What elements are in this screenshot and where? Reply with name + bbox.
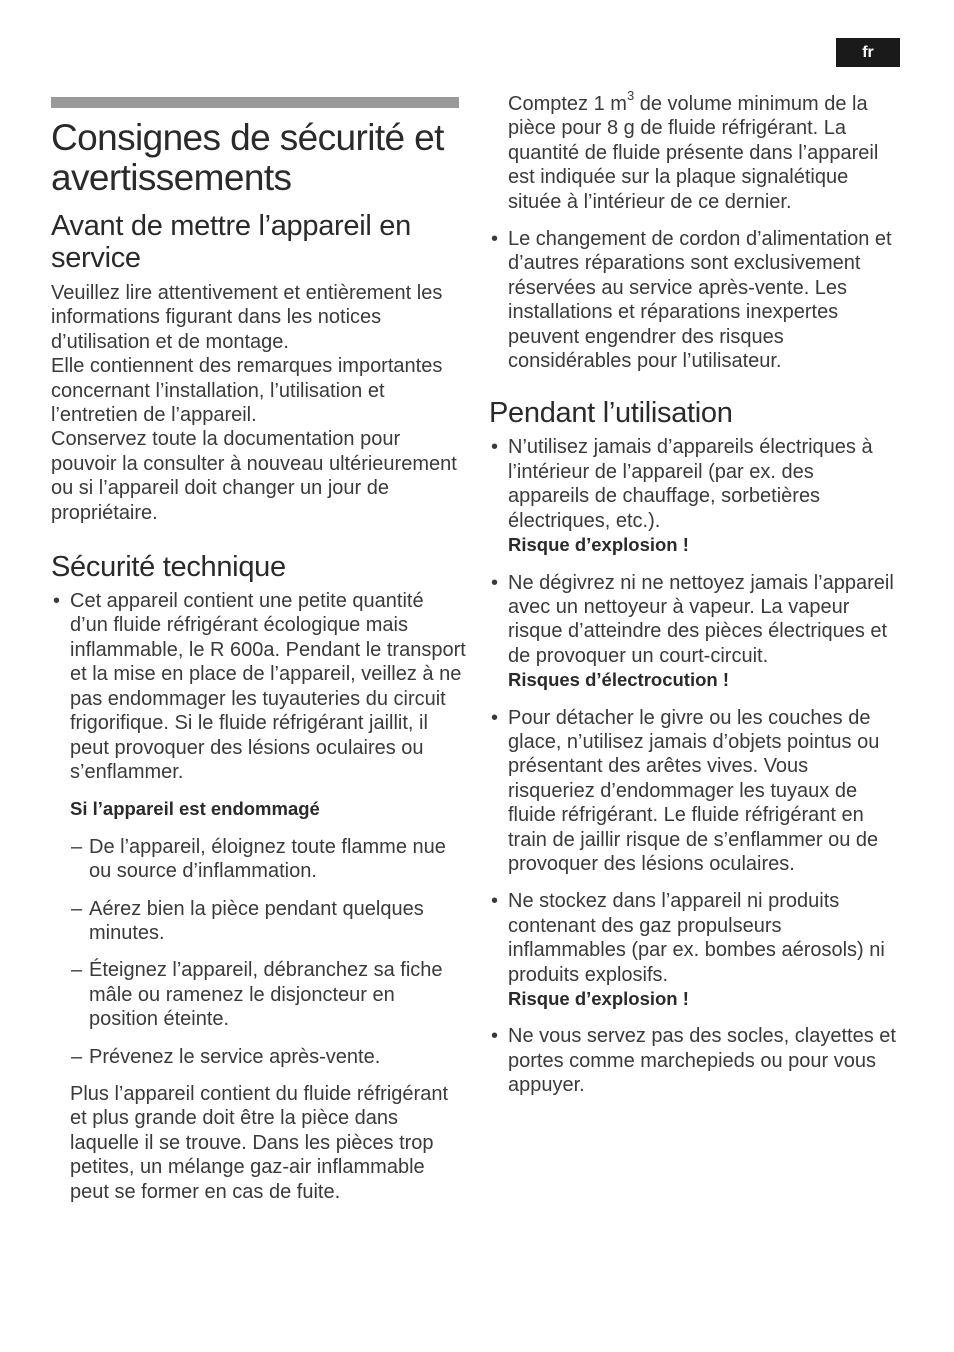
section-rule: [51, 97, 459, 108]
during-use-item-text: • N’utilisez jamais d’appareils électriques à l’intérieur de l’appareil (par ex. des appareils de chauffage, sorbetières électriques, etc.).: [508, 436, 873, 532]
during-use-item-2: [489, 571, 899, 693]
damaged-step-4: – Prévenez le service après-vente.: [51, 1045, 466, 1069]
before-use-text-2: Elle contiennent des remarques importantes concernant l’installation, l’utilisation et l’entretien de l’appareil.: [51, 355, 443, 427]
during-use-item-warning: Risques d’électrocution !: [508, 669, 730, 691]
before-use-text-1: Veuillez lire attentivement et entièrement les informations figurant dans les notices d’utilisation et de montage.: [51, 282, 443, 353]
damaged-step-3: – Éteignez l’appareil, débranchez sa fiche mâle ou ramenez le disjoncteur en position éteinte.: [51, 958, 466, 1031]
during-use-item-3: [489, 706, 899, 877]
during-use-heading: Pendant l’utilisation: [489, 397, 733, 430]
technical-safety-bullet-2: • Le changement de cordon d’alimentation et d’autres réparations sont exclusivement réservées au service après-vente. Les installations et réparations inexpertes peuvent engendrer des risques considérables pour l’utilisateur.: [489, 227, 899, 373]
left-column: [51, 118, 466, 1204]
before-use-heading: Avant de mettre l’appareil en service: [51, 210, 411, 274]
room-size-text: Plus l’appareil contient du fluide réfrigérant et plus grande doit être la pièce dans laquelle il se trouve. Dans les pièces trop petites, un mélange gaz-air inflammable peut se former en cas de fuite.: [70, 1082, 448, 1203]
during-use-item-text: • Pour détacher le givre ou les couches de glace, n’utilisez jamais d’objets pointus ou présentant des arêtes vives. Vous risqueriez d’endommager les tuyaux de fluide réfrigérant. Le fluide réfrigérant en train de jaillir risque de s’enflammer ou de provoquer des lésions oculaires.: [508, 706, 880, 875]
technical-safety-bullet-1: • Cet appareil contient une petite quantité d’un fluide réfrigérant écologique mais inflammable, le R 600a. Pendant le transport et la mise en place de l’appareil, veillez à ne pas endommager les tuyauteries du circuit frigorifique. Si le fluide réfrigérant jaillit, il peut provoquer des lésions oculaires ou s’enflammer.: [51, 589, 466, 784]
room-volume-rest: de volume minimum de la pièce pour 8 g de fluide réfrigérant. La quantité de fluide présente dans l’appareil est indiquée sur la plaque signalétique située à l’intérieur de ce dernier.: [508, 93, 879, 213]
during-use-item-text: • Ne dégivrez ni ne nettoyez jamais l’appareil avec un nettoyeur à vapeur. La vapeur risque d’atteindre des pièces électriques et de provoquer un court-circuit.: [508, 571, 894, 667]
language-badge: fr: [836, 38, 900, 67]
room-volume-prefix: Comptez 1 m: [508, 93, 627, 115]
damaged-subheading: Si l’appareil est endommagé: [70, 798, 320, 820]
during-use-item-text: • Ne stockez dans l’appareil ni produits contenant des gaz propulseurs inflammables (par ex. bombes aérosols) ni produits explosifs.: [508, 890, 885, 986]
during-use-item-warning: Risque d’explosion !: [508, 988, 689, 1009]
room-volume-superscript: 3: [626, 88, 635, 104]
technical-safety-heading: Sécurité technique: [51, 551, 286, 584]
during-use-item-4: [489, 889, 899, 1011]
during-use-item-warning: Risque d’explosion !: [508, 534, 689, 556]
page-title: Consignes de sécurité et avertissements: [51, 117, 444, 198]
damaged-step-2: – Aérez bien la pièce pendant quelques minutes.: [51, 897, 466, 946]
right-column: [489, 88, 899, 1098]
before-use-text-3: Conservez toute la documentation pour pouvoir la consulter à nouveau ultérieurement ou si l’appareil doit changer un jour de propriétaire.: [51, 428, 457, 524]
damaged-step-1: – De l’appareil, éloignez toute flamme nue ou source d’inflammation.: [51, 835, 466, 884]
room-volume-text: [489, 88, 899, 214]
during-use-item-text: • Ne vous servez pas des socles, clayettes et portes comme marchepieds ou pour vous appuyer.: [508, 1025, 896, 1097]
during-use-item-1: [489, 435, 899, 557]
during-use-item-5: [489, 1024, 899, 1097]
